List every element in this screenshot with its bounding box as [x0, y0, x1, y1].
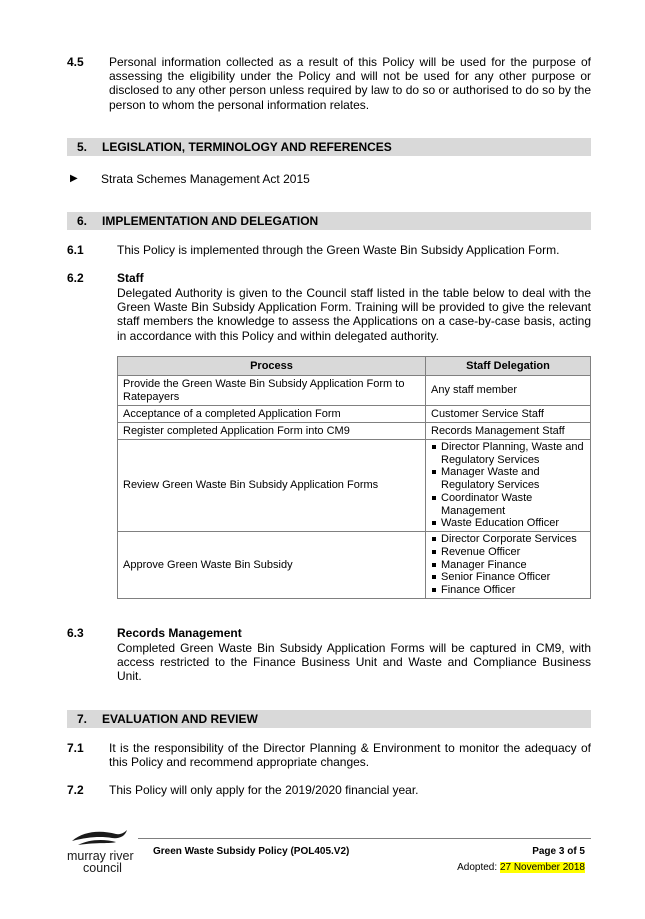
logo-text-line2: council — [83, 861, 122, 875]
table-row — [118, 376, 591, 406]
section-6-2-title: Staff — [117, 271, 144, 285]
staff-list — [431, 533, 585, 597]
section-7-heading-band — [67, 710, 591, 728]
process-cell: Approve Green Waste Bin Subsidy — [118, 532, 426, 599]
footer-divider — [138, 838, 591, 839]
logo-text-line1: murray river — [67, 849, 134, 863]
footer-page-number: Page 3 of 5 — [532, 846, 585, 857]
table-row — [118, 440, 591, 532]
section-6-number: 6. — [77, 214, 88, 228]
table-row — [118, 532, 591, 599]
section-4-5-number: 4.5 — [67, 55, 84, 69]
staff-list-item: Coordinator Waste Management — [431, 492, 585, 518]
staff-list-item: Finance Officer — [431, 584, 585, 597]
staff-list-item: Waste Education Officer — [431, 517, 585, 530]
section-6-2-number: 6.2 — [67, 271, 84, 285]
section-7-1-number: 7.1 — [67, 741, 84, 755]
footer-adopted — [457, 862, 585, 873]
table-header-staff: Staff Delegation — [426, 357, 591, 376]
adopted-date: 27 November 2018 — [499, 862, 585, 873]
table-header-row — [118, 357, 591, 376]
section-7-number: 7. — [77, 712, 88, 726]
process-cell: Register completed Application Form into CM9 — [118, 423, 426, 440]
section-6-heading-band — [67, 212, 591, 230]
section-6-heading: IMPLEMENTATION AND DELEGATION — [102, 214, 319, 228]
staff-list-cell — [426, 532, 591, 599]
river-swoosh-icon — [70, 827, 128, 849]
staff-list-item: Director Corporate Services — [431, 533, 585, 546]
staff-cell: Customer Service Staff — [426, 406, 591, 423]
table-row — [118, 423, 591, 440]
section-6-3-title: Records Management — [117, 626, 242, 640]
section-6-1-number: 6.1 — [67, 243, 84, 257]
process-cell: Provide the Green Waste Bin Subsidy Application Form to Ratepayers — [118, 376, 426, 406]
staff-cell: Records Management Staff — [426, 423, 591, 440]
staff-list — [431, 441, 585, 531]
section-6-1-text: This Policy is implemented through the Green Waste Bin Subsidy Application Form. — [117, 243, 560, 257]
legislation-item: Strata Schemes Management Act 2015 — [101, 172, 310, 186]
section-7-2-number: 7.2 — [67, 783, 84, 797]
section-6-3-number: 6.3 — [67, 626, 84, 640]
arrow-bullet-icon: ▶ — [70, 173, 78, 184]
section-7-1-text: It is the responsibility of the Director Planning & Environment to monitor the adequacy of this Policy and recommend appropriate changes. — [109, 741, 591, 770]
staff-list-item: Manager Finance — [431, 559, 585, 572]
table-row — [118, 406, 591, 423]
council-logo — [70, 827, 128, 849]
section-4-5-text: Personal information collected as a result of this Policy will be used for the purpose of assessing the eligibility under the Policy and will not be used for any other purpose or disclosed to any other person unless required by law to do so or authorised to do so by the person to whom the personal information relates. — [109, 55, 591, 112]
staff-list-cell — [426, 440, 591, 532]
section-7-heading: EVALUATION AND REVIEW — [102, 712, 258, 726]
section-5-heading: LEGISLATION, TERMINOLOGY AND REFERENCES — [102, 140, 392, 154]
section-7-2-text: This Policy will only apply for the 2019/2020 financial year. — [109, 783, 419, 797]
section-6-3-text: Completed Green Waste Bin Subsidy Application Forms will be captured in CM9, with access restricted to the Finance Business Unit and Waste and Compliance Business Unit. — [117, 641, 591, 684]
section-5-heading-band — [67, 138, 591, 156]
staff-cell: Any staff member — [426, 376, 591, 406]
staff-list-item: Revenue Officer — [431, 546, 585, 559]
adopted-label: Adopted: — [457, 862, 498, 873]
section-5-number: 5. — [77, 140, 88, 154]
delegation-table — [117, 356, 591, 599]
staff-list-item: Senior Finance Officer — [431, 571, 585, 584]
staff-list-item: Manager Waste and Regulatory Services — [431, 466, 585, 492]
staff-list-item: Director Planning, Waste and Regulatory Services — [431, 441, 585, 467]
section-6-2-text: Delegated Authority is given to the Council staff listed in the table below to deal with the Green Waste Bin Subsidy Application Form. Training will be provided to give the relevant staff members the knowledge to assess the Applications on a case-by-case basis, acting in accordance with this Policy and within delegated authority. — [117, 286, 591, 343]
footer-policy-title: Green Waste Subsidy Policy (POL405.V2) — [153, 846, 350, 857]
table-header-process: Process — [118, 357, 426, 376]
process-cell: Review Green Waste Bin Subsidy Application Forms — [118, 440, 426, 532]
process-cell: Acceptance of a completed Application Form — [118, 406, 426, 423]
